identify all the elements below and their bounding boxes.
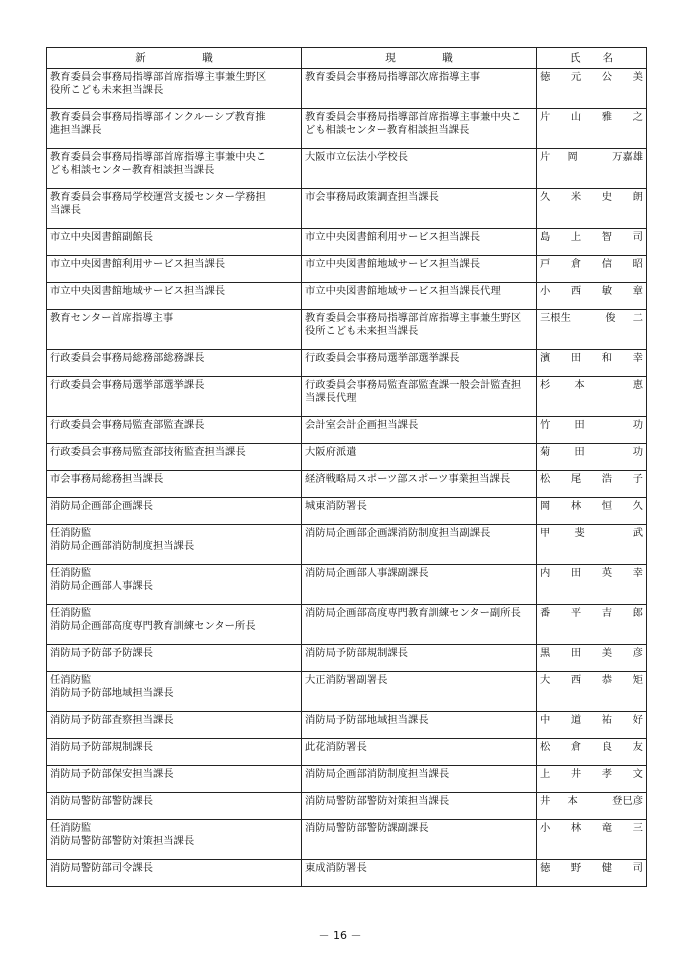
name-char: 平 (570, 607, 582, 619)
current-post-line: 教育委員会事務局指導部次席指導主事 (305, 71, 481, 83)
name-char: 島 (540, 231, 551, 243)
new-post-line: 消防局警防部警防対策担当課長 (50, 835, 195, 847)
name-char: 祐 (601, 714, 613, 726)
table-row (47, 149, 647, 189)
name-char: 小 (540, 285, 551, 297)
name-char: 竜 (601, 822, 613, 834)
name-char: 浩 (601, 473, 613, 485)
name-cell (537, 766, 647, 793)
new-post-line: 消防局企画部人事課長 (50, 580, 153, 592)
table-body (47, 69, 647, 887)
current-post-line: 消防局企画部高度専門教育訓練センター副所長 (305, 607, 521, 619)
name-char: 田 (570, 567, 582, 579)
current-post-cell (302, 377, 537, 417)
new-post-cell (47, 645, 302, 672)
new-post-cell (47, 498, 302, 525)
table-row (47, 283, 647, 310)
new-post-line: 教育委員会事務局指導部インクルーシブ教育推 (50, 111, 266, 123)
new-post-line: 消防局企画部消防制度担当課長 (50, 540, 195, 552)
new-post-line: 行政委員会事務局選挙部選挙課長 (50, 379, 205, 391)
new-post-cell (47, 739, 302, 766)
new-post-cell (47, 229, 302, 256)
name-char: 上 (540, 768, 551, 780)
name-char: 西 (570, 674, 582, 686)
name-char: 大 (540, 674, 551, 686)
table-row (47, 417, 647, 444)
name-char: 久 (632, 500, 643, 512)
name-cell (537, 739, 647, 766)
current-post-line: 此花消防署長 (305, 741, 367, 753)
header-name-char: 名 (602, 51, 613, 64)
new-post-line: 市立中央図書館利用サービス担当課長 (50, 258, 226, 270)
name-char: 西 (570, 285, 582, 297)
name-char: 徳 (540, 71, 551, 83)
table-row (47, 712, 647, 739)
new-post-line: 市立中央図書館副館長 (50, 231, 153, 243)
name-char: 孝 (601, 768, 613, 780)
name-char: 濱 (540, 352, 551, 364)
name-char: 岡 (540, 500, 551, 512)
new-post-line: 消防局警防部司令課長 (50, 862, 153, 874)
new-post-line: ども相談センター教育相談担当課長 (50, 164, 215, 176)
new-post-cell (47, 766, 302, 793)
table-row (47, 189, 647, 229)
name-char: 功 (632, 419, 643, 431)
table-row (47, 860, 647, 887)
new-post-line: 消防局予防部保安担当課長 (50, 768, 174, 780)
current-post-line: 経済戦略局スポーツ部スポーツ事業担当課長 (305, 473, 511, 485)
name-char: 久 (540, 191, 551, 203)
new-post-cell (47, 350, 302, 377)
new-post-line: 教育委員会事務局指導部首席指導主事兼生野区 (50, 71, 267, 83)
name-char: 章 (632, 285, 643, 297)
new-post-cell (47, 149, 302, 189)
table-row (47, 739, 647, 766)
new-post-line: 消防局予防部予防課長 (50, 647, 153, 659)
name-char: 和 (601, 352, 613, 364)
name-char: 田 (574, 446, 585, 458)
current-post-cell (302, 739, 537, 766)
name-cell (537, 444, 647, 471)
new-post-cell (47, 69, 302, 109)
new-post-line: 役所こども未来担当課長 (50, 84, 164, 96)
name-char: 吉 (601, 607, 613, 619)
name-char: 本 (567, 795, 578, 807)
name-cell (537, 189, 647, 229)
name-cell (537, 793, 647, 820)
new-post-cell (47, 471, 302, 498)
name-char: 武 (632, 527, 643, 539)
header-current-post (302, 48, 537, 69)
name-char: 俊 (605, 312, 616, 324)
name-cell (537, 109, 647, 149)
name-char: 竹 (540, 419, 551, 431)
new-post-line: 消防局予防部査察担当課長 (50, 714, 174, 726)
new-post-cell (47, 310, 302, 350)
name-char: 彦 (632, 647, 643, 659)
name-char: 徳 (540, 862, 551, 874)
name-char: 井 (540, 795, 551, 807)
table-row (47, 793, 647, 820)
new-post-line: 消防局警防部警防課長 (50, 795, 153, 807)
name-char: 公 (601, 71, 613, 83)
name-cell (537, 712, 647, 739)
name-char: 三 (632, 822, 643, 834)
name-char: 昭 (632, 258, 643, 270)
current-post-cell (302, 256, 537, 283)
name-char: 林 (570, 822, 582, 834)
header-current-post-char: 職 (442, 51, 453, 64)
name-char: 戸 (540, 258, 551, 270)
current-post-line: 消防局予防部規制課長 (305, 647, 408, 659)
current-post-cell (302, 283, 537, 310)
new-post-cell (47, 377, 302, 417)
name-cell (537, 417, 647, 444)
table-row (47, 350, 647, 377)
new-post-line: 教育委員会事務局学校運営支援センター学務担 (50, 191, 266, 203)
table-row (47, 444, 647, 471)
new-post-line: 行政委員会事務局監査部監査課長 (50, 419, 205, 431)
name-char: 元 (570, 71, 582, 83)
new-post-line: 教育センター首席指導主事 (50, 312, 174, 324)
name-char: 雅 (601, 111, 613, 123)
new-post-cell (47, 860, 302, 887)
current-post-line: 役所こども未来担当課長 (305, 325, 419, 337)
new-post-cell (47, 189, 302, 229)
table-row (47, 605, 647, 645)
new-post-cell (47, 820, 302, 860)
current-post-line: 消防局警防部警防課副課長 (305, 822, 429, 834)
name-cell (537, 565, 647, 605)
name-cell (537, 672, 647, 712)
current-post-cell (302, 189, 537, 229)
current-post-cell (302, 645, 537, 672)
current-post-line: 市会事務局政策調査担当課長 (305, 191, 439, 203)
current-post-line: 当課長代理 (305, 392, 357, 404)
new-post-line: 消防局予防部規制課長 (50, 741, 153, 753)
current-post-line: 行政委員会事務局監査部監査課一般会計監査担 (305, 379, 522, 391)
current-post-line: 大阪市立伝法小学校長 (305, 151, 408, 163)
name-char: 文 (632, 768, 643, 780)
current-post-line: 大阪府派遣 (305, 446, 357, 458)
current-post-line: 消防局予防部地域担当課長 (305, 714, 429, 726)
new-post-cell (47, 417, 302, 444)
table-row (47, 109, 647, 149)
name-char: 二 (632, 312, 643, 324)
name-char: 岡 (567, 151, 578, 163)
personnel-table (46, 47, 647, 887)
name-cell (537, 256, 647, 283)
name-char: 幸 (632, 352, 643, 364)
name-cell (537, 310, 647, 350)
name-char: 友 (632, 741, 643, 753)
new-post-line: 市立中央図書館地域サービス担当課長 (50, 285, 226, 297)
name-char: 片 (540, 151, 551, 163)
name-char: 内 (540, 567, 551, 579)
name-char: 田 (574, 419, 585, 431)
name-char: 番 (540, 607, 551, 619)
current-post-line: 東成消防署長 (305, 862, 367, 874)
name-cell (537, 498, 647, 525)
current-post-cell (302, 672, 537, 712)
current-post-line: 市立中央図書館地域サービス担当課長 (305, 258, 481, 270)
table-row (47, 498, 647, 525)
name-char: 田 (570, 647, 582, 659)
name-char: 田 (570, 352, 582, 364)
table-row (47, 377, 647, 417)
name-char: 美 (601, 647, 613, 659)
table-row (47, 229, 647, 256)
new-post-line: 任消防監 (50, 527, 92, 539)
current-post-cell (302, 69, 537, 109)
name-char: 登巳彦 (612, 795, 643, 807)
name-char: 黒 (540, 647, 551, 659)
name-char: 健 (601, 862, 613, 874)
name-char: 井 (570, 768, 582, 780)
name-char: 杉 (540, 379, 551, 391)
name-cell (537, 525, 647, 565)
new-post-cell (47, 605, 302, 645)
name-char: 美 (632, 71, 643, 83)
name-char: 信 (601, 258, 613, 270)
current-post-cell (302, 498, 537, 525)
new-post-line: 進担当課長 (50, 124, 102, 136)
name-cell (537, 283, 647, 310)
header-name-char: 氏 (570, 51, 581, 64)
current-post-line: 市立中央図書館地域サービス担当課長代理 (305, 285, 501, 297)
name-char: 万嘉雄 (612, 151, 643, 163)
new-post-cell (47, 525, 302, 565)
table-row (47, 471, 647, 498)
new-post-line: 行政委員会事務局総務部総務課長 (50, 352, 205, 364)
header-new-post-char: 職 (202, 51, 213, 64)
new-post-cell (47, 283, 302, 310)
new-post-line: 消防局企画部高度専門教育訓練センター所長 (50, 620, 256, 632)
table-row (47, 525, 647, 565)
name-char: 倉 (570, 741, 582, 753)
name-char: 野 (570, 862, 582, 874)
current-post-cell (302, 820, 537, 860)
header-row (47, 48, 647, 69)
current-post-cell (302, 149, 537, 189)
new-post-line: 任消防監 (50, 607, 92, 619)
name-char: 司 (632, 231, 643, 243)
new-post-cell (47, 109, 302, 149)
header-new-post-char: 新 (135, 51, 146, 64)
table-row (47, 69, 647, 109)
name-cell (537, 69, 647, 109)
new-post-cell (47, 444, 302, 471)
name-cell (537, 471, 647, 498)
name-char: 小 (540, 822, 551, 834)
current-post-line: 消防局警防部警防対策担当課長 (305, 795, 450, 807)
new-post-line: 消防局企画部企画課長 (50, 500, 153, 512)
header-name (537, 48, 647, 69)
name-char: 幸 (632, 567, 643, 579)
current-post-line: 会計室会計企画担当課長 (305, 419, 419, 431)
current-post-cell (302, 109, 537, 149)
current-post-line: 市立中央図書館利用サービス担当課長 (305, 231, 481, 243)
name-char: 尾 (570, 473, 582, 485)
name-char: 米 (570, 191, 582, 203)
new-post-line: 任消防監 (50, 822, 92, 834)
current-post-cell (302, 444, 537, 471)
name-char: 之 (632, 111, 643, 123)
current-post-cell (302, 605, 537, 645)
new-post-line: 任消防監 (50, 567, 92, 579)
table-row (47, 672, 647, 712)
name-cell (537, 149, 647, 189)
current-post-cell (302, 712, 537, 739)
new-post-cell (47, 793, 302, 820)
current-post-cell (302, 860, 537, 887)
name-char: 三根生 (540, 312, 571, 324)
current-post-cell (302, 525, 537, 565)
name-cell (537, 350, 647, 377)
name-cell (537, 377, 647, 417)
name-cell (537, 820, 647, 860)
current-post-cell (302, 417, 537, 444)
new-post-cell (47, 565, 302, 605)
current-post-cell (302, 471, 537, 498)
page-number: － 16 － (318, 929, 362, 942)
new-post-line: 教育委員会事務局指導部首席指導主事兼中央こ (50, 151, 267, 163)
current-post-line: 消防局企画部人事課副課長 (305, 567, 429, 579)
new-post-line: 市会事務局総務担当課長 (50, 473, 164, 485)
new-post-line: 当課長 (50, 204, 81, 216)
table-row (47, 256, 647, 283)
name-char: 恒 (601, 500, 613, 512)
new-post-line: 消防局予防部地域担当課長 (50, 687, 174, 699)
header-current-post-char: 現 (385, 51, 396, 64)
name-char: 恵 (632, 379, 643, 391)
name-char: 松 (540, 741, 551, 753)
name-char: 智 (601, 231, 613, 243)
current-post-line: 教育委員会事務局指導部首席指導主事兼生野区 (305, 312, 522, 324)
name-cell (537, 645, 647, 672)
name-char: 菊 (540, 446, 551, 458)
table-row (47, 820, 647, 860)
name-char: 好 (632, 714, 643, 726)
current-post-line: ども相談センター教育相談担当課長 (305, 124, 470, 136)
current-post-cell (302, 350, 537, 377)
name-char: 史 (601, 191, 613, 203)
current-post-cell (302, 229, 537, 256)
name-cell (537, 605, 647, 645)
table-row (47, 766, 647, 793)
name-char: 斐 (574, 527, 585, 539)
name-char: 功 (632, 446, 643, 458)
current-post-cell (302, 766, 537, 793)
name-char: 子 (632, 473, 643, 485)
name-char: 郎 (632, 607, 643, 619)
name-char: 上 (570, 231, 582, 243)
new-post-line: 行政委員会事務局監査部技術監査担当課長 (50, 446, 246, 458)
current-post-cell (302, 793, 537, 820)
name-char: 中 (540, 714, 551, 726)
current-post-line: 消防局企画部消防制度担当課長 (305, 768, 450, 780)
table-row (47, 310, 647, 350)
name-char: 道 (570, 714, 582, 726)
new-post-cell (47, 256, 302, 283)
name-char: 林 (570, 500, 582, 512)
name-char: 片 (540, 111, 551, 123)
name-char: 朗 (632, 191, 643, 203)
name-cell (537, 860, 647, 887)
name-char: 良 (601, 741, 613, 753)
table-row (47, 565, 647, 605)
current-post-line: 大正消防署副署長 (305, 674, 388, 686)
new-post-cell (47, 672, 302, 712)
current-post-line: 行政委員会事務局選挙部選挙課長 (305, 352, 460, 364)
current-post-cell (302, 565, 537, 605)
table-row (47, 645, 647, 672)
name-char: 松 (540, 473, 551, 485)
name-char: 倉 (570, 258, 582, 270)
current-post-line: 城東消防署長 (305, 500, 367, 512)
new-post-cell (47, 712, 302, 739)
name-char: 敏 (601, 285, 613, 297)
name-char: 英 (601, 567, 613, 579)
name-cell (537, 229, 647, 256)
name-char: 甲 (540, 527, 551, 539)
current-post-line: 消防局企画部企画課消防制度担当副課長 (305, 527, 491, 539)
header-new-post (47, 48, 302, 69)
name-char: 本 (574, 379, 585, 391)
new-post-line: 任消防監 (50, 674, 92, 686)
name-char: 山 (570, 111, 582, 123)
name-char: 司 (632, 862, 643, 874)
current-post-line: 教育委員会事務局指導部首席指導主事兼中央こ (305, 111, 522, 123)
name-char: 矩 (632, 674, 643, 686)
current-post-cell (302, 310, 537, 350)
name-char: 恭 (601, 674, 613, 686)
